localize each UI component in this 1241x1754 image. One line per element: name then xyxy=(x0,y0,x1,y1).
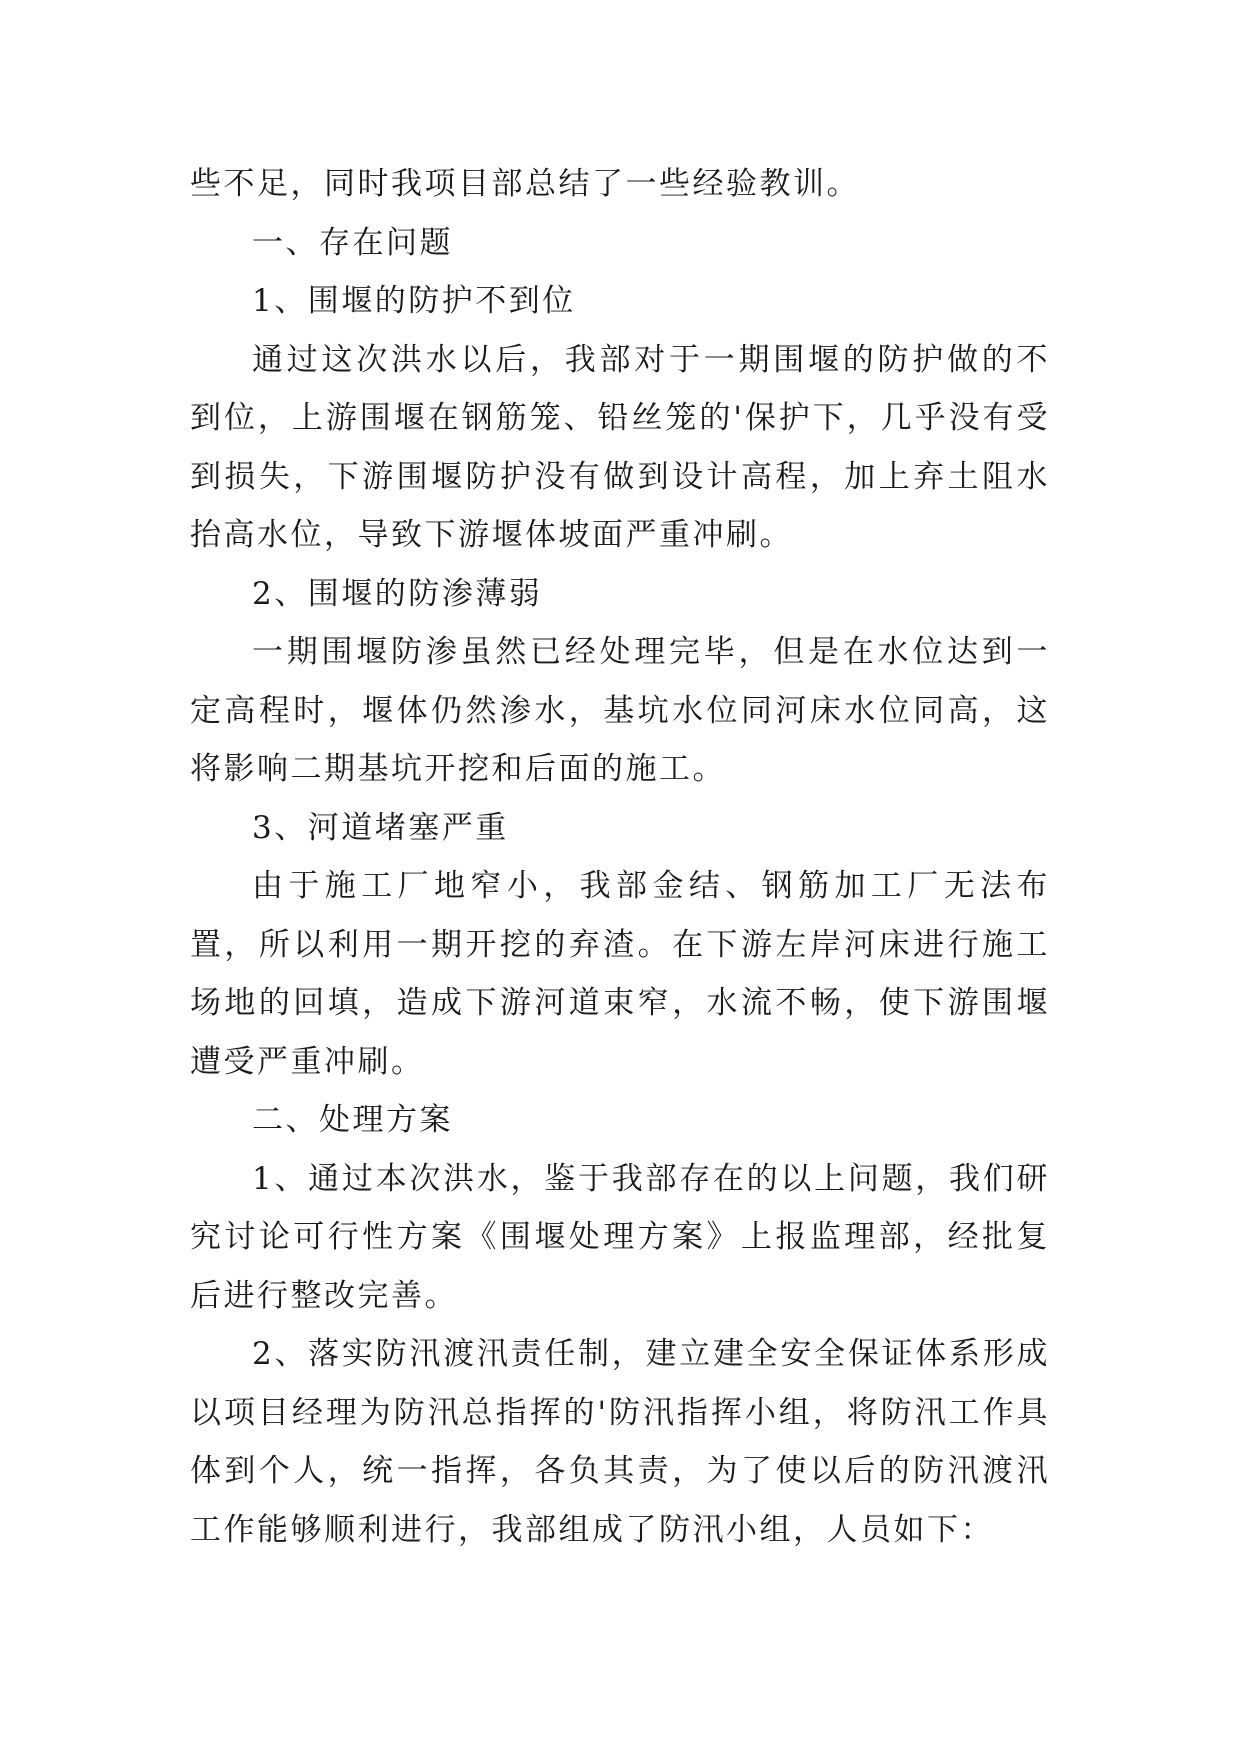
section-heading-solutions: 二、处理方案 xyxy=(252,1102,453,1138)
paragraph-protection: 通过这次洪水以后，我部对于一期围堰的防护做的不到位，上游围堰在钢筋笼、铅丝笼的'保护下，几乎没有受到损失，下游围堰防护没有做到设计高程，加上弃土阻水抬高水位，导致下游堰体坡面严重冲刷。 xyxy=(190,341,1050,553)
paragraph-solution-2: 2、落实防汛渡汛责任制，建立建全安全保证体系形成以项目经理为防汛总指挥的'防汛指挥小组，将防汛工作具体到个人，统一指挥，各负其责，为了使以后的防汛渡汛工作能够顺利进行，我部组成了防汛小组，人员如下： xyxy=(190,1336,1050,1548)
subheading-protection: 1、围堰的防护不到位 xyxy=(252,283,576,319)
subheading-seepage: 2、围堰的防渗薄弱 xyxy=(252,575,543,612)
document-body xyxy=(190,155,1050,1559)
paragraph-continuation: 些不足，同时我项目部总结了一些经验教训。 xyxy=(190,166,860,202)
subheading-river-blockage: 3、河道堵塞严重 xyxy=(252,809,509,846)
paragraph-solution-1: 1、通过本次洪水，鉴于我部存在的以上问题，我们研究讨论可行性方案《围堰处理方案》上报监理部，经批复后进行整改完善。 xyxy=(190,1160,1050,1314)
paragraph-seepage: 一期围堰防渗虽然已经处理完毕，但是在水位达到一定高程时，堰体仍然渗水，基坑水位同河床水位同高，这将影响二期基坑开挖和后面的施工。 xyxy=(190,634,1050,787)
paragraph-river-blockage: 由于施工厂地窄小，我部金结、钢筋加工厂无法布置，所以利用一期开挖的弃渣。在下游左岸河床进行施工场地的回填，造成下游河道束窄，水流不畅，使下游围堰遭受严重冲刷。 xyxy=(190,868,1050,1080)
section-heading-problems: 一、存在问题 xyxy=(252,224,453,261)
